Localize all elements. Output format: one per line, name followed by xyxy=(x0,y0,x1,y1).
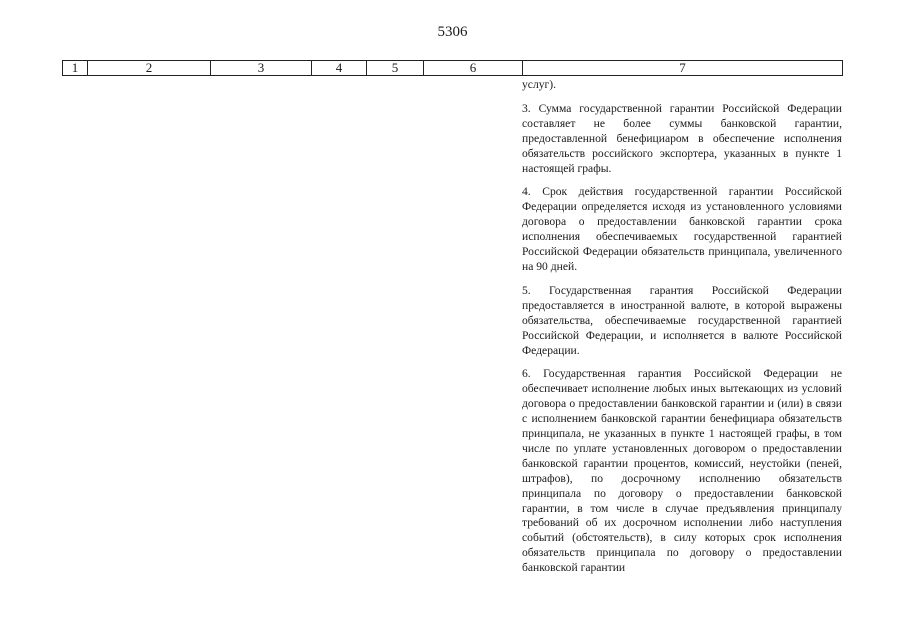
column-number-1: 1 xyxy=(63,61,88,76)
page-number: 5306 xyxy=(437,24,468,40)
column-number-5: 5 xyxy=(367,61,424,76)
column-number-4: 4 xyxy=(312,61,367,76)
column-number-2: 2 xyxy=(88,61,211,76)
column-7-text xyxy=(522,78,842,585)
paragraph-3: 3. Сумма государственной гарантии Российской Федерации составляет не более суммы банковской гарантии, предоставленной бенефициаром в обеспечение исполнения обязательств российского экспортера, указанных в пункте 1 настоящей графы. xyxy=(522,101,842,175)
column-number-3: 3 xyxy=(211,61,312,76)
table-header-row xyxy=(63,61,843,76)
paragraph-4: 4. Срок действия государственной гарантии Российской Федерации определяется исходя из установленного условиями договора о предоставлении банковской гарантии срока исполнения обеспечиваемых государственной гарантией Российской Федерации обязательств принципала, увеличенного на 90 дней. xyxy=(522,185,842,273)
paragraph-continuation: услуг). xyxy=(522,78,557,91)
paragraph-6: 6. Государственная гарантия Российской Федерации не обеспечивает исполнение любых иных вытекающих из условий договора о предоставлении банковской гарантии и (или) в связи с исполнением банковской гарантии бенефициара обязательств принципала, не указанных в пункте 1 настоящей графы, в том числе по уплате установленных договором о предоставлении банковской гарантии процентов, комиссий, неустойки (пеней, штрафов), по досрочному исполнению обязательств принципала по договору о предоставлении банковской гарантии, в том числе в случае предъявления принципалу требований об их досрочном исполнении либо наступления событий (обстоятельств), в силу которых срок исполнения обязательств принципала по договору о предоставлении банковской гарантии xyxy=(522,367,842,575)
paragraph-5: 5. Государственная гарантия Российской Федерации предоставляется в иностранной валюте, в которой выражены обязательства, обеспечиваемые государственной гарантией Российской Федерации, и исполняется в валюте Российской Федерации. xyxy=(522,283,842,357)
column-number-6: 6 xyxy=(424,61,523,76)
table-header xyxy=(62,60,843,76)
column-number-7: 7 xyxy=(523,61,843,76)
